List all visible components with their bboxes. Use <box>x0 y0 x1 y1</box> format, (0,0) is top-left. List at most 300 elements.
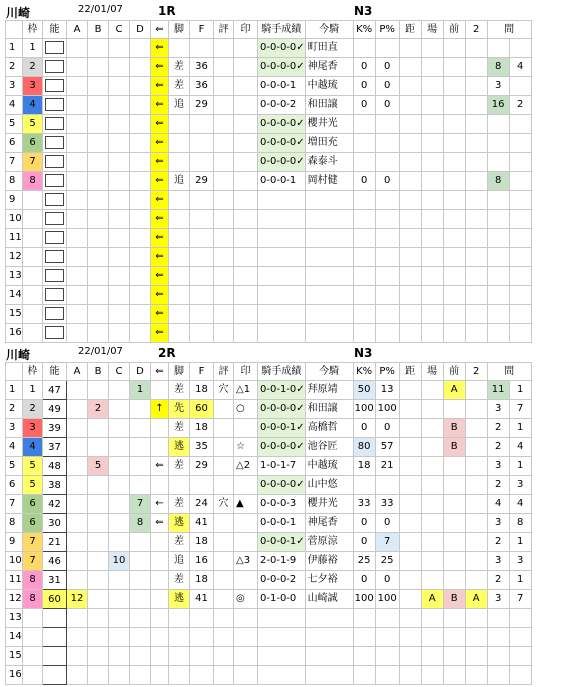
jockey-record-cell: 0-0-0-0✓ <box>258 115 306 134</box>
col-d-cell <box>130 305 151 324</box>
waku-cell: 8 <box>23 172 43 191</box>
noryoku-input[interactable] <box>45 231 64 244</box>
mae-cell <box>443 476 465 495</box>
current-jockey-cell: 拜原靖 <box>305 381 353 400</box>
shirushi-cell <box>234 419 258 438</box>
current-jockey-cell <box>305 248 353 267</box>
k-percent-cell: 0 <box>353 77 375 96</box>
noryoku-input[interactable] <box>45 269 64 282</box>
gap-cell <box>487 286 509 305</box>
f-value-cell <box>190 153 214 172</box>
row-number-cell: 2 <box>6 400 23 419</box>
mae-cell <box>443 552 465 571</box>
row-number-cell: 4 <box>6 438 23 457</box>
current-jockey-cell: 和田譲 <box>305 96 353 115</box>
jockey-record-cell: 0-0-0-3 <box>258 495 306 514</box>
table-row <box>6 153 532 172</box>
header-col-c: C <box>109 363 130 381</box>
hyo-cell: 穴 <box>214 381 234 400</box>
kyaku-cell: 逃 <box>169 590 190 609</box>
row-number-cell: 15 <box>6 647 23 666</box>
col-b-cell <box>88 229 109 248</box>
kyaku-cell: 追 <box>169 172 190 191</box>
noryoku-input[interactable] <box>45 41 64 54</box>
hyo-cell <box>214 229 234 248</box>
col-2-cell <box>465 172 487 191</box>
col-a-cell: 12 <box>67 590 88 609</box>
gap-2-cell <box>509 229 531 248</box>
mae-cell <box>443 96 465 115</box>
table-row <box>6 172 532 191</box>
noryoku-input[interactable] <box>45 212 64 225</box>
row-number-cell: 2 <box>6 58 23 77</box>
f-value-cell <box>190 628 214 647</box>
noryoku-cell[interactable] <box>43 609 67 628</box>
noryoku-cell[interactable] <box>43 647 67 666</box>
noryoku-cell[interactable]: 49 <box>43 400 67 419</box>
hyo-cell <box>214 210 234 229</box>
waku-cell: 7 <box>23 533 43 552</box>
kyaku-cell <box>169 134 190 153</box>
gap-cell <box>487 191 509 210</box>
header-col-a: A <box>67 363 88 381</box>
p-percent-cell <box>375 115 399 134</box>
col-a-cell <box>67 457 88 476</box>
mae-cell <box>443 77 465 96</box>
gap-2-cell <box>509 172 531 191</box>
noryoku-cell[interactable]: 30 <box>43 514 67 533</box>
kyaku-cell <box>169 628 190 647</box>
noryoku-cell[interactable] <box>43 172 67 191</box>
current-jockey-cell <box>305 628 353 647</box>
kyaku-cell: 差 <box>169 533 190 552</box>
ba-cell <box>421 381 443 400</box>
arrow-cell: ⇐ <box>151 153 169 172</box>
p-percent-cell <box>375 286 399 305</box>
header-waku: 枠 <box>23 363 43 381</box>
gap-2-cell <box>509 248 531 267</box>
header-col-b: B <box>88 21 109 39</box>
col-d-cell: 8 <box>130 514 151 533</box>
jockey-record-cell <box>258 210 306 229</box>
arrow-cell: ⇐ <box>151 77 169 96</box>
col-c-cell <box>109 153 130 172</box>
table-row <box>6 77 532 96</box>
header-col-d: D <box>130 363 151 381</box>
distance-cell <box>399 495 421 514</box>
p-percent-cell: 0 <box>375 58 399 77</box>
col-c-cell <box>109 39 130 58</box>
header-current-jockey: 今騎 <box>305 363 353 381</box>
kyaku-cell <box>169 305 190 324</box>
noryoku-input[interactable] <box>45 136 64 149</box>
col-a-cell <box>67 666 88 685</box>
header-jockey-record: 騎手成績 <box>258 21 306 39</box>
gap-2-cell <box>509 115 531 134</box>
k-percent-cell: 25 <box>353 552 375 571</box>
noryoku-cell[interactable] <box>43 115 67 134</box>
shirushi-cell <box>234 628 258 647</box>
f-value-cell: 35 <box>190 438 214 457</box>
hyo-cell <box>214 419 234 438</box>
noryoku-input[interactable] <box>45 79 64 92</box>
col-b-cell <box>88 286 109 305</box>
noryoku-cell[interactable] <box>43 77 67 96</box>
col-c-cell <box>109 324 130 343</box>
col-b-cell <box>88 495 109 514</box>
kyaku-cell: 差 <box>169 419 190 438</box>
kyaku-cell: 差 <box>169 495 190 514</box>
table-row <box>6 381 532 400</box>
gap-2-cell: 7 <box>509 400 531 419</box>
arrow-cell <box>151 647 169 666</box>
noryoku-cell[interactable]: 42 <box>43 495 67 514</box>
arrow-cell <box>151 552 169 571</box>
col-c-cell <box>109 172 130 191</box>
table-row <box>6 495 532 514</box>
col-d-cell <box>130 552 151 571</box>
gap-2-cell: 8 <box>509 514 531 533</box>
col-a-cell <box>67 58 88 77</box>
noryoku-cell[interactable] <box>43 248 67 267</box>
f-value-cell <box>190 267 214 286</box>
k-percent-cell: 33 <box>353 495 375 514</box>
ba-cell <box>421 286 443 305</box>
col-c-cell <box>109 590 130 609</box>
arrow-cell: ⇐ <box>151 267 169 286</box>
noryoku-cell[interactable]: 60 <box>43 590 67 609</box>
noryoku-cell[interactable] <box>43 305 67 324</box>
gap-cell: 2 <box>487 476 509 495</box>
header-row <box>6 21 532 39</box>
noryoku-input[interactable] <box>45 307 64 320</box>
kyaku-cell: 差 <box>169 381 190 400</box>
f-value-cell <box>190 305 214 324</box>
header-mae: 前 <box>443 21 465 39</box>
noryoku-cell[interactable] <box>43 39 67 58</box>
table-row <box>6 438 532 457</box>
noryoku-input[interactable] <box>45 98 64 111</box>
col-c-cell <box>109 305 130 324</box>
col-b-cell: 2 <box>88 400 109 419</box>
gap-cell: 2 <box>487 571 509 590</box>
header-arrow: ⇐ <box>151 21 169 39</box>
col-2-cell <box>465 666 487 685</box>
hyo-cell <box>214 628 234 647</box>
ba-cell <box>421 77 443 96</box>
k-percent-cell <box>353 153 375 172</box>
ba-cell <box>421 267 443 286</box>
shirushi-cell <box>234 476 258 495</box>
ba-cell <box>421 514 443 533</box>
arrow-cell <box>151 609 169 628</box>
arrow-cell: ⇐ <box>151 324 169 343</box>
current-jockey-cell <box>305 229 353 248</box>
kyaku-cell <box>169 609 190 628</box>
k-percent-cell <box>353 666 375 685</box>
gap-cell: 3 <box>487 457 509 476</box>
p-percent-cell: 25 <box>375 552 399 571</box>
col-d-cell <box>130 571 151 590</box>
mae-cell <box>443 39 465 58</box>
shirushi-cell: ▲ <box>234 495 258 514</box>
ba-cell <box>421 115 443 134</box>
distance-cell <box>399 590 421 609</box>
col-b-cell <box>88 58 109 77</box>
noryoku-input[interactable] <box>45 60 64 73</box>
noryoku-cell[interactable]: 31 <box>43 571 67 590</box>
table-row <box>6 96 532 115</box>
row-number-cell: 1 <box>6 39 23 58</box>
row-number-cell: 6 <box>6 134 23 153</box>
k-percent-cell <box>353 267 375 286</box>
gap-2-cell <box>509 609 531 628</box>
shirushi-cell: △1 <box>234 381 258 400</box>
race-date: 22/01/07 <box>78 346 123 357</box>
jockey-record-cell: 0-1-0-0 <box>258 590 306 609</box>
current-jockey-cell: 櫻井光 <box>305 495 353 514</box>
noryoku-cell[interactable]: 47 <box>43 381 67 400</box>
p-percent-cell: 0 <box>375 571 399 590</box>
col-d-cell <box>130 115 151 134</box>
jockey-record-cell: 0-0-0-0✓ <box>258 438 306 457</box>
col-a-cell <box>67 172 88 191</box>
col-a-cell <box>67 115 88 134</box>
p-percent-cell: 7 <box>375 533 399 552</box>
race-race-class: N3 <box>354 346 373 360</box>
arrow-cell: ⇐ <box>151 457 169 476</box>
shirushi-cell <box>234 229 258 248</box>
jockey-record-cell <box>258 229 306 248</box>
distance-cell <box>399 666 421 685</box>
col-b-cell <box>88 381 109 400</box>
gap-cell <box>487 666 509 685</box>
noryoku-cell[interactable] <box>43 628 67 647</box>
col-d-cell <box>130 210 151 229</box>
noryoku-cell[interactable] <box>43 191 67 210</box>
ba-cell <box>421 229 443 248</box>
col-d-cell <box>130 647 151 666</box>
kyaku-cell: 差 <box>169 77 190 96</box>
race-race-no: 1R <box>158 4 176 18</box>
shirushi-cell <box>234 305 258 324</box>
jockey-record-cell: 0-0-0-1 <box>258 77 306 96</box>
distance-cell <box>399 419 421 438</box>
mae-cell <box>443 609 465 628</box>
k-percent-cell: 18 <box>353 457 375 476</box>
f-value-cell: 41 <box>190 514 214 533</box>
distance-cell <box>399 457 421 476</box>
col-d-cell <box>130 324 151 343</box>
k-percent-cell <box>353 115 375 134</box>
distance-cell <box>399 552 421 571</box>
gap-cell: 16 <box>487 96 509 115</box>
f-value-cell: 29 <box>190 96 214 115</box>
noryoku-input[interactable] <box>45 193 64 206</box>
col-d-cell <box>130 666 151 685</box>
noryoku-cell[interactable] <box>43 96 67 115</box>
k-percent-cell <box>353 39 375 58</box>
ba-cell <box>421 628 443 647</box>
ba-cell <box>421 666 443 685</box>
gap-2-cell <box>509 77 531 96</box>
f-value-cell <box>190 134 214 153</box>
shirushi-cell <box>234 514 258 533</box>
gap-2-cell: 4 <box>509 58 531 77</box>
col-c-cell <box>109 609 130 628</box>
noryoku-cell[interactable]: 38 <box>43 476 67 495</box>
noryoku-cell[interactable] <box>43 134 67 153</box>
hyo-cell <box>214 666 234 685</box>
row-number-cell: 8 <box>6 514 23 533</box>
distance-cell <box>399 305 421 324</box>
noryoku-cell[interactable]: 39 <box>43 419 67 438</box>
distance-cell <box>399 134 421 153</box>
gap-2-cell: 4 <box>509 495 531 514</box>
ba-cell <box>421 419 443 438</box>
gap-2-cell <box>509 153 531 172</box>
noryoku-input[interactable] <box>45 117 64 130</box>
distance-cell <box>399 571 421 590</box>
f-value-cell <box>190 324 214 343</box>
distance-cell <box>399 324 421 343</box>
gap-2-cell <box>509 210 531 229</box>
k-percent-cell <box>353 229 375 248</box>
noryoku-cell[interactable] <box>43 153 67 172</box>
col-a-cell <box>67 210 88 229</box>
distance-cell <box>399 191 421 210</box>
gap-2-cell <box>509 191 531 210</box>
noryoku-cell[interactable] <box>43 324 67 343</box>
table-row <box>6 533 532 552</box>
col-a-cell <box>67 419 88 438</box>
col-a-cell <box>67 286 88 305</box>
current-jockey-cell: 池谷匠 <box>305 438 353 457</box>
ba-cell <box>421 495 443 514</box>
col-2-cell <box>465 286 487 305</box>
gap-cell <box>487 324 509 343</box>
table-row <box>6 647 532 666</box>
header-current-jockey: 今騎 <box>305 21 353 39</box>
hyo-cell <box>214 457 234 476</box>
current-jockey-cell <box>305 647 353 666</box>
header-col-d: D <box>130 21 151 39</box>
noryoku-input[interactable] <box>45 250 64 263</box>
mae-cell <box>443 571 465 590</box>
waku-cell: 5 <box>23 457 43 476</box>
table-row <box>6 628 532 647</box>
race-sheet-1r <box>0 2 574 338</box>
table-row <box>6 134 532 153</box>
row-number-cell: 8 <box>6 172 23 191</box>
current-jockey-cell: 岡村健 <box>305 172 353 191</box>
col-a-cell <box>67 134 88 153</box>
mae-cell <box>443 533 465 552</box>
col-c-cell <box>109 476 130 495</box>
shirushi-cell: △2 <box>234 457 258 476</box>
header-f-value: F <box>190 363 214 381</box>
noryoku-input[interactable] <box>45 174 64 187</box>
ba-cell <box>421 324 443 343</box>
distance-cell <box>399 400 421 419</box>
header-distance: 距 <box>399 21 421 39</box>
hyo-cell <box>214 305 234 324</box>
k-percent-cell: 0 <box>353 571 375 590</box>
jockey-record-cell: 0-0-0-1✓ <box>258 419 306 438</box>
f-value-cell <box>190 609 214 628</box>
table-row <box>6 324 532 343</box>
distance-cell <box>399 210 421 229</box>
p-percent-cell: 21 <box>375 457 399 476</box>
col-a-cell <box>67 324 88 343</box>
col-2-cell <box>465 419 487 438</box>
p-percent-cell: 100 <box>375 400 399 419</box>
noryoku-cell[interactable]: 46 <box>43 552 67 571</box>
noryoku-cell[interactable] <box>43 229 67 248</box>
noryoku-cell[interactable] <box>43 286 67 305</box>
table-row <box>6 514 532 533</box>
noryoku-cell[interactable]: 48 <box>43 457 67 476</box>
kyaku-cell: 差 <box>169 571 190 590</box>
jockey-record-cell: 0-0-0-0✓ <box>258 400 306 419</box>
arrow-cell: ⇐ <box>151 134 169 153</box>
noryoku-cell[interactable]: 37 <box>43 438 67 457</box>
noryoku-cell[interactable] <box>43 666 67 685</box>
current-jockey-cell: 神尾香 <box>305 514 353 533</box>
noryoku-cell[interactable] <box>43 210 67 229</box>
noryoku-cell[interactable] <box>43 267 67 286</box>
f-value-cell <box>190 476 214 495</box>
col-a-cell <box>67 514 88 533</box>
noryoku-input[interactable] <box>45 288 64 301</box>
mae-cell <box>443 647 465 666</box>
col-d-cell <box>130 58 151 77</box>
noryoku-cell[interactable] <box>43 58 67 77</box>
gap-2-cell: 1 <box>509 533 531 552</box>
kyaku-cell: 先 <box>169 400 190 419</box>
noryoku-input[interactable] <box>45 155 64 168</box>
waku-cell: 7 <box>23 552 43 571</box>
noryoku-input[interactable] <box>45 326 64 339</box>
kyaku-cell: 追 <box>169 96 190 115</box>
gap-2-cell <box>509 267 531 286</box>
col-b-cell: 5 <box>88 457 109 476</box>
p-percent-cell: 0 <box>375 96 399 115</box>
col-b-cell <box>88 666 109 685</box>
race-venue: 川崎 <box>6 6 31 20</box>
col-b-cell <box>88 324 109 343</box>
hyo-cell <box>214 552 234 571</box>
row-number-cell: 9 <box>6 533 23 552</box>
col-b-cell <box>88 134 109 153</box>
col-b-cell <box>88 267 109 286</box>
mae-cell <box>443 514 465 533</box>
noryoku-cell[interactable]: 21 <box>43 533 67 552</box>
col-a-cell <box>67 552 88 571</box>
row-number-cell: 11 <box>6 229 23 248</box>
jockey-record-cell <box>258 609 306 628</box>
header-shirushi: 印 <box>234 21 258 39</box>
distance-cell <box>399 286 421 305</box>
gap-cell: 3 <box>487 77 509 96</box>
distance-cell <box>399 628 421 647</box>
k-percent-cell <box>353 609 375 628</box>
distance-cell <box>399 229 421 248</box>
gap-2-cell <box>509 39 531 58</box>
row-number-cell: 11 <box>6 571 23 590</box>
arrow-cell <box>151 476 169 495</box>
waku-cell <box>23 305 43 324</box>
